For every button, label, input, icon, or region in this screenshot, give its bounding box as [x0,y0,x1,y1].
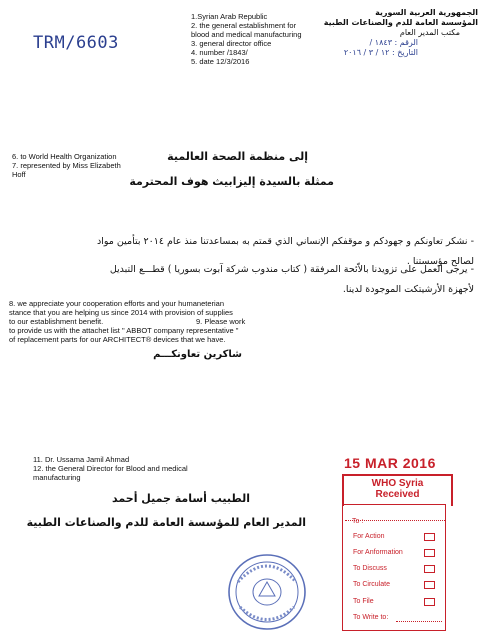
official-seal [226,552,308,632]
recipient-ar-line2: ممثلة بالسيدة إليزابيث هوف المحترمة [129,175,334,188]
body-en-item9: 9. Please work [196,317,246,326]
checkbox-icon [424,533,435,541]
header-ar-country: الجمهورية العربية السورية [375,8,478,17]
stamp-row-label: For Anformation [353,549,403,556]
header-en-line: 1.Syrian Arab Republic [191,12,268,21]
body-en-line: to provide us with the attachet list " ABBOT company representative " [9,326,239,335]
header-en-line: 5. date 12/3/2016 [191,57,250,66]
stamp-row-label: To Circulate [353,581,390,588]
checkbox-icon [424,581,435,589]
stamp-row-label: For Action [353,533,385,540]
header-ar-number: الرقم : ١٨٤٣ / [369,38,418,47]
body-en-line: stance that you are helping us since 2014 with provision of supplies [9,308,233,317]
body-ar-p2-line2: لأجهزة الأرشيتكت الموجودة لدينا. [342,284,474,295]
recipient-en-line: Hoff [12,170,26,179]
signatory-en [33,455,188,482]
body-ar-p1-line2: لصالح مؤسستنا . [406,256,474,267]
body-ar-p2-line1: - يرجى العمل على تزويدنا بالاّئحة المرفقة ( كتاب مندوب شركة آبوت بسوريا ) قطـــع التبديل [109,264,474,275]
header-en-line: 4. number /1843/ [191,48,248,57]
checkbox-icon [424,549,435,557]
stamp-row-label: To Discuss [353,565,387,572]
stamp-who-syria: WHO Syria [371,478,424,489]
stamp-received: Received [375,489,420,500]
header-ar-establishment: المؤسسة العامة للدم والصناعات الطبية [323,18,478,27]
header-ar-office: مكتب المدير العام [399,28,460,37]
signatory-ar-name: الطبيب أسامة جميل أحمد [112,492,250,505]
checkbox-icon [424,598,435,606]
thanks-ar: شاكرين تعاونكـــم [153,349,242,360]
header-en-line: blood and medical manufacturing [191,30,302,39]
received-date-stamp: 15 MAR 2016 [344,455,436,471]
header-ar-date: التاريخ : ١٢ / ٣ / ٢٠١٦ [343,48,418,57]
signatory-en-line: 12. the General Director for Blood and medical [33,464,188,473]
body-en [9,299,309,344]
stamp-to-label: To : [352,518,364,525]
body-en-line: 8. we appreciate your cooperation efforts and your humaneterian [9,299,224,308]
recipient-en-line: 7. represented by Miss Elizabeth [12,161,121,170]
who-received-stamp [342,474,453,506]
header-en-line: 3. general director office [191,39,272,48]
signatory-en-line: 11. Dr. Ussama Jamil Ahmad [33,455,130,464]
header-en-line: 2. the general establishment for [191,21,297,30]
handwritten-reference: TRM/6603 [33,33,119,53]
body-ar-p1-line1: - نشكر تعاونكم و جهودكم و موقفكم الإنساني الذي قمتم به بمساعدتنا منذ عام ٢٠١٤ بتأمين مواد [97,236,474,247]
body-en-line: to our establishment benefit. [9,317,104,326]
header-ar [308,8,478,58]
signatory-ar-title: المدير العام للمؤسسة العامة للدم والصناعات الطبية [26,516,306,529]
stamp-write-line [396,621,442,622]
stamp-row-label: To Write to: [353,614,389,621]
signatory-en-line: manufacturing [33,473,81,482]
header-en [191,12,302,66]
recipient-ar-line1: إلى منظمة الصحة العالمية [167,150,308,163]
recipient-en-line: 6. to World Health Organization [12,152,117,161]
body-en-line: of replacement parts for our ARCHITECT® devices that we have. [9,335,226,344]
checkbox-icon [424,565,435,573]
stamp-row-label: To File [353,598,374,605]
